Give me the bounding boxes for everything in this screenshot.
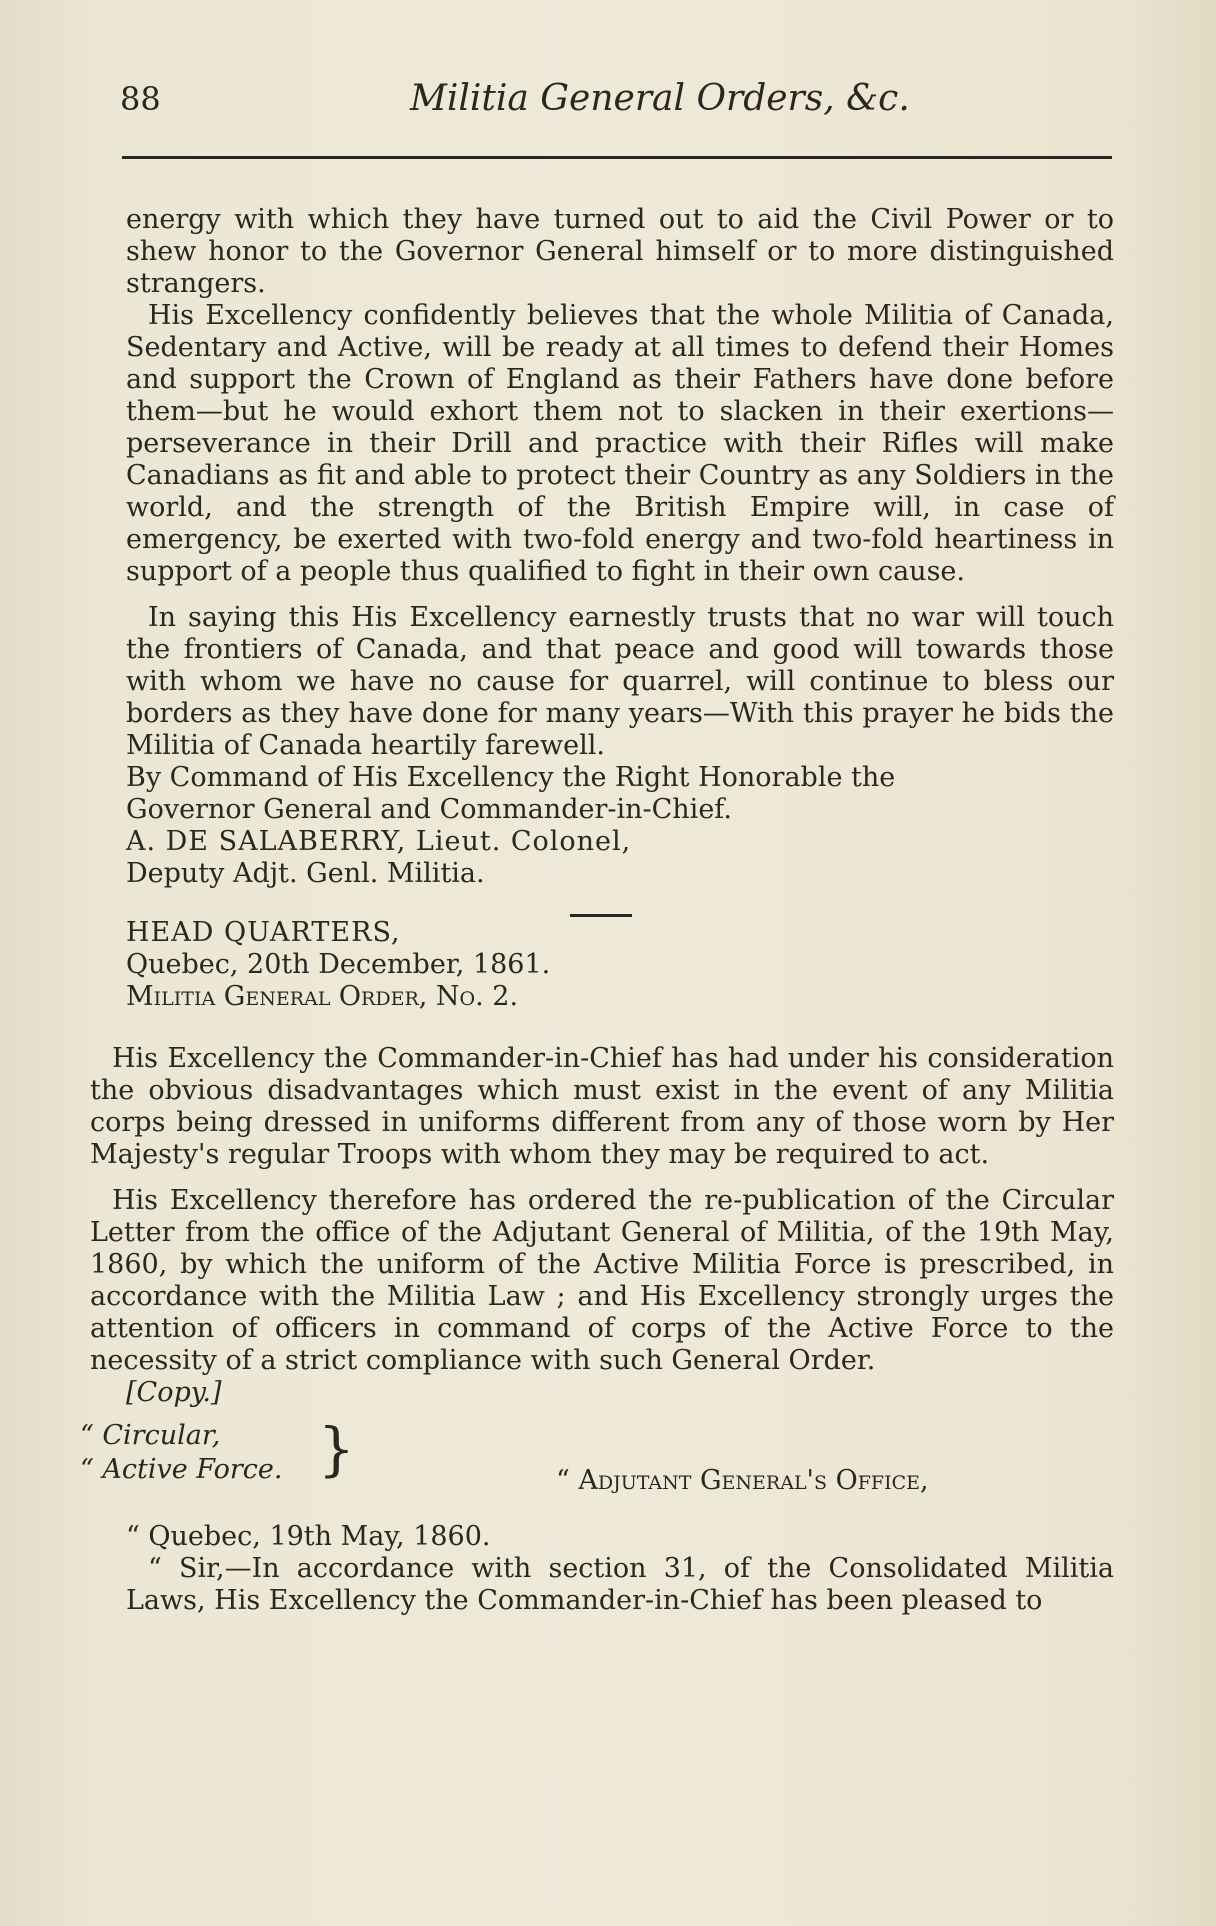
active-force-label: “ Active Force. <box>80 1454 283 1485</box>
header-rule <box>122 156 1112 159</box>
page-number: 88 <box>120 80 161 118</box>
paragraph-farewell: In saying this His Excellency earnestly trusts that no war will touch the frontiers of Canada, and that peace and good will towards those with whom we have no cause for quarrel, will continue to bless our borders as they have done for many years—With this prayer he bids the Militia of Canada heartily farewell. <box>126 602 1114 761</box>
brace-icon: } <box>318 1415 355 1483</box>
adjutant-office: “ Adjutant General's Office, <box>556 1465 929 1496</box>
hq-date: Quebec, 20th December, 1861. <box>126 949 551 980</box>
paragraph-militia-ready: His Excellency confidently believes that the whole Militia of Canada, Sedentary and Active, will be ready at all times to defend their Homes and support the Crown of England as their Fathers have done before them—but he would exhort them not to slacken in their exertions—perseverance in their Drill and practice with their Rifles will make Canadians as fit and able to protect their Country as any Soldiers in the world, and the strength of the British Empire will, in case of emergency, be exerted with two-fold energy and two-fold heartiness in support of a people thus qualified to fight in their own cause. <box>126 300 1114 587</box>
circular-header <box>80 1409 1114 1521</box>
signature-title: Deputy Adjt. Genl. Militia. <box>126 858 485 889</box>
hq-heading: HEAD QUARTERS, <box>126 917 401 948</box>
circular-label: “ Circular, <box>80 1420 221 1451</box>
page-body <box>80 204 1114 1617</box>
command-line-1: By Command of His Excellency the Right Honorable the <box>126 762 896 793</box>
order-block <box>90 1043 1114 1377</box>
circular-date: “ Quebec, 19th May, 1860. <box>126 1521 491 1552</box>
order-title: Militia General Order, No. 2. <box>126 981 519 1012</box>
running-title: Militia General Orders, &c. <box>410 78 910 119</box>
paragraph-sir: “ Sir,—In accordance with section 31, of the Consolidated Militia Laws, His Excellency the Commander-in-Chief has been pleased to <box>126 1553 1114 1616</box>
paragraph-republication: His Excellency therefore has ordered the re-publication of the Circular Letter from the office of the Adjutant General of Militia, of the 19th May, 1860, by which the uniform of the Active Militia Force is prescribed, in accordance with the Militia Law ; and His Excellency strongly urges the attention of officers in command of corps of the Active Force to the necessity of a strict compliance with such General Order. <box>90 1185 1114 1376</box>
paragraph-energy: energy with which they have turned out to aid the Civil Power or to shew honor to the Governor General himself or to more distinguished strangers. <box>126 204 1114 299</box>
copy-label: [Copy.] <box>126 1377 222 1408</box>
signature-name: A. DE SALABERRY, Lieut. Colonel, <box>126 826 632 857</box>
paragraph-uniform-disadvantages: His Excellency the Commander-in-Chief has had under his consideration the obvious disadvantages which must exist in the event of any Militia corps being dressed in uniforms different from any of those worn by Her Majesty's regular Troops with whom they may be required to act. <box>90 1043 1114 1170</box>
command-line-2: Governor General and Commander-in-Chief. <box>126 794 732 825</box>
page-header <box>120 72 1120 132</box>
circular-labels <box>80 1419 282 1487</box>
